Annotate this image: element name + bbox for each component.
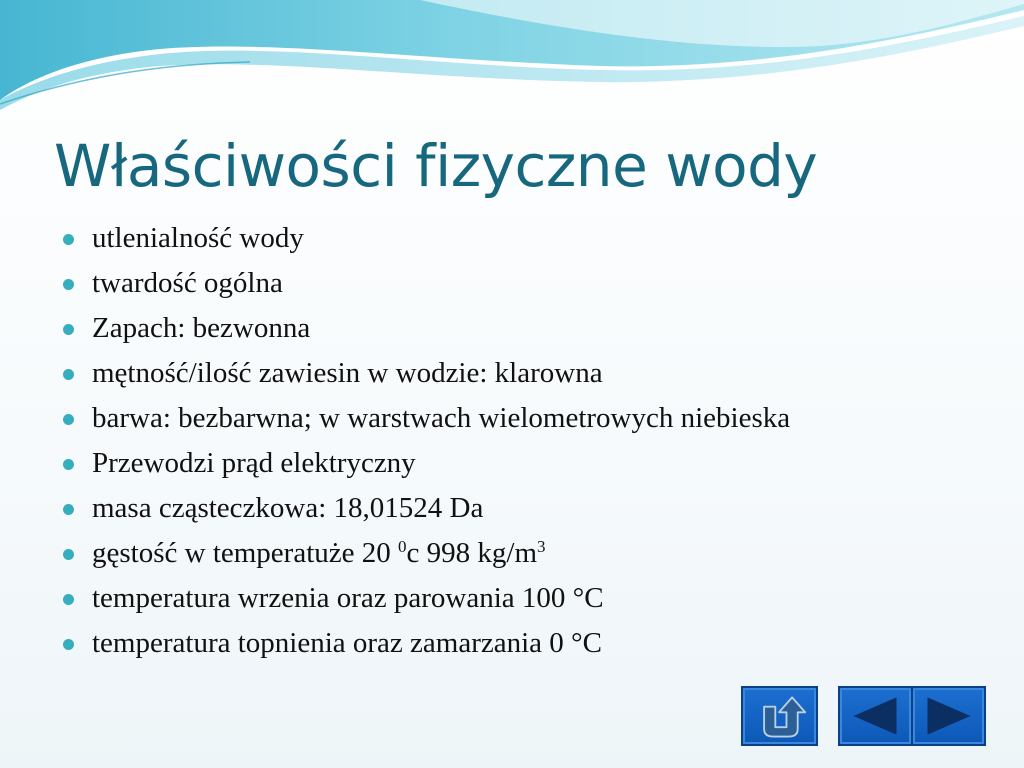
list-item [62,445,842,482]
list-item [62,535,842,572]
list-item [62,625,842,662]
return-arrow-icon [743,688,816,744]
slide-title: Właściwości fizyczne wody [54,132,818,200]
bullet-icon [63,549,74,560]
bullet-icon [63,369,74,380]
bullet-icon [63,414,74,425]
list-item-text: utlenialność wody [92,222,304,254]
density-text-before: gęstość w temperatuże 20 [92,537,399,569]
previous-slide-button[interactable] [838,686,913,746]
list-item [62,490,842,527]
bullet-icon [63,234,74,245]
list-item-text: temperatura topnienia oraz zamarzania 0 °C [92,627,602,659]
bullet-list [62,220,842,670]
list-item [62,580,842,617]
next-slide-button[interactable] [911,686,986,746]
triangle-right-icon [913,688,984,744]
list-item-text: twardość ogólna [92,267,283,299]
list-item [62,400,842,437]
list-item-text: Przewodzi prąd elektryczny [92,447,416,479]
list-item [62,355,842,392]
list-item-text: masa cząsteczkowa: 18,01524 Da [92,492,484,524]
bullet-icon [63,504,74,515]
bullet-icon [63,459,74,470]
bullet-icon [63,639,74,650]
list-item [62,310,842,347]
list-item-text: temperatura wrzenia oraz parowania 100 °C [92,582,604,614]
list-item-text [92,535,842,572]
list-item [62,220,842,257]
density-text-middle: c 998 kg/m [406,537,538,569]
bullet-icon [63,279,74,290]
bullet-icon [63,594,74,605]
list-item [62,265,842,302]
list-item-text: mętność/ilość zawiesin w wodzie: klarowna [92,357,603,389]
bullet-icon [63,324,74,335]
wave-header-decoration [0,0,1024,130]
degree-superscript: 0 [398,537,407,556]
triangle-left-icon [840,688,911,744]
return-button[interactable] [741,686,818,746]
cubic-superscript: 3 [537,537,546,556]
list-item-text: Zapach: bezwonna [92,312,311,344]
list-item-text: barwa: bezbarwna; w warstwach wielometrowych niebieska [92,402,791,434]
